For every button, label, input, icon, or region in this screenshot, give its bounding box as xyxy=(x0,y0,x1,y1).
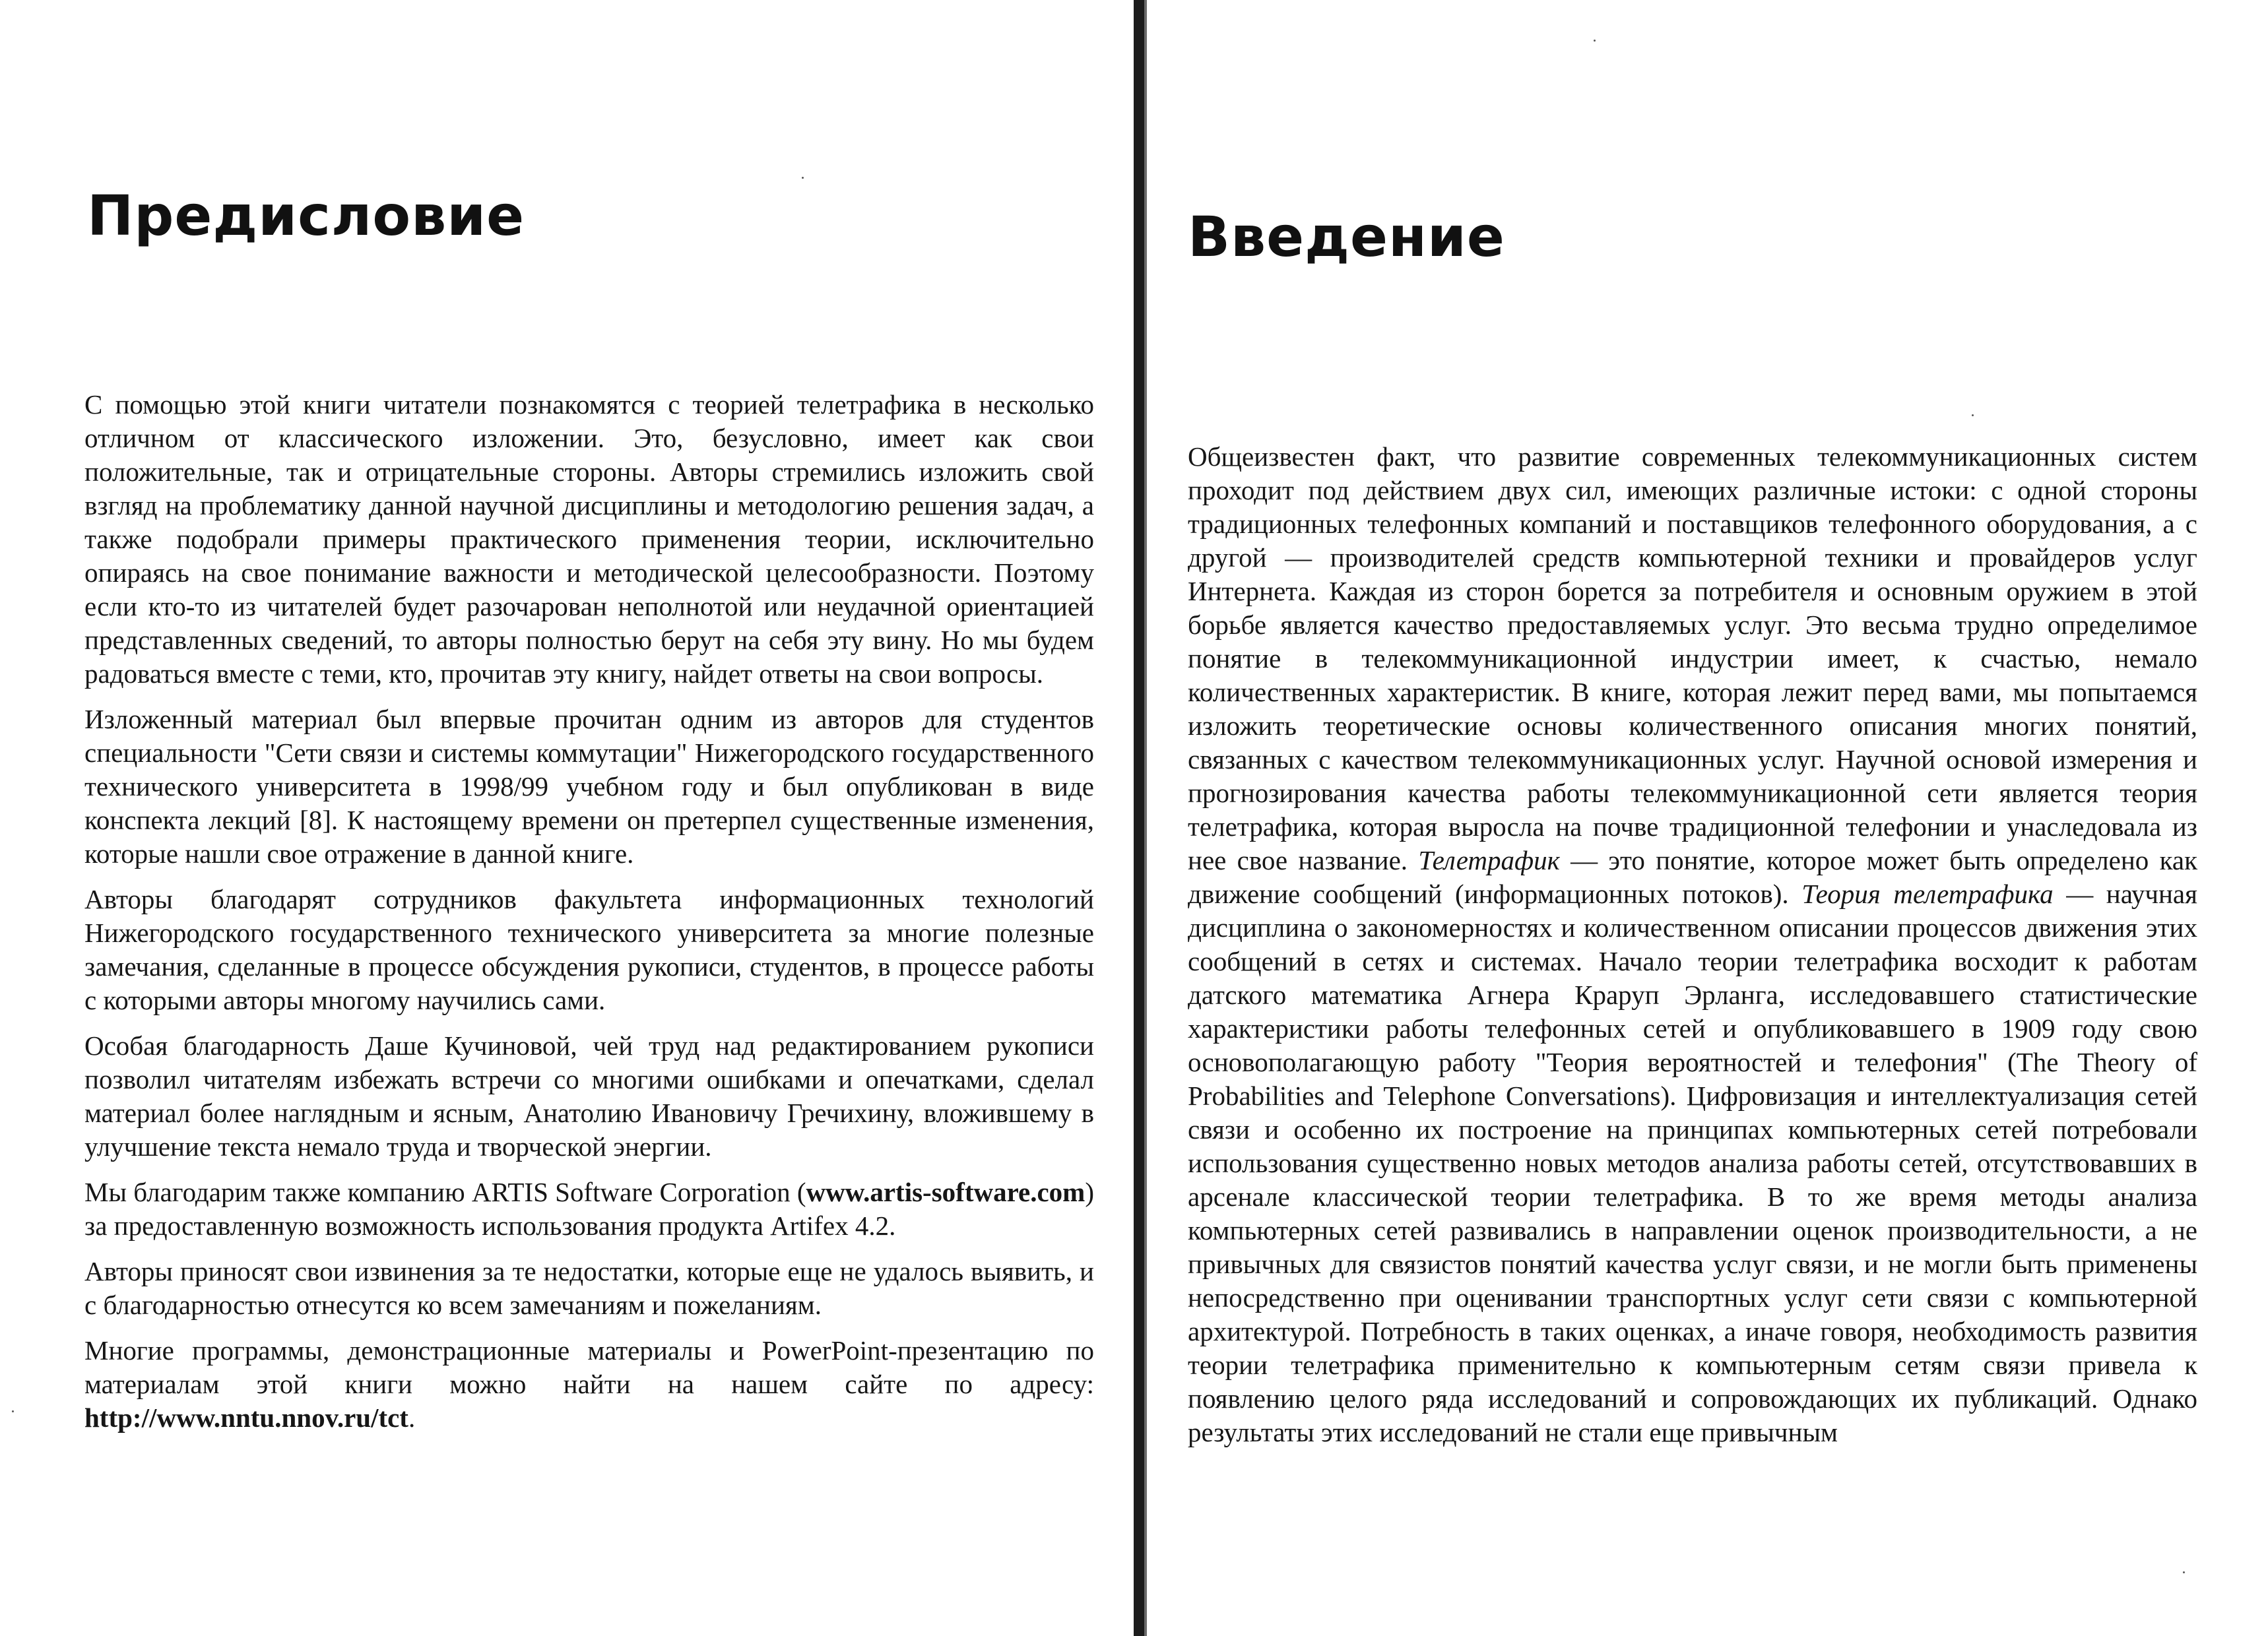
introduction-body xyxy=(1188,440,2197,1449)
preface-body xyxy=(84,388,1094,1447)
term-teletraffic: Телетрафик xyxy=(1418,845,1560,875)
scan-speck xyxy=(1594,40,1596,42)
intro-text-part-2: — это понятие, которое может быть определено как движение сообщений (информационных потоков). xyxy=(1188,845,2198,909)
preface-paragraph-5 xyxy=(84,1176,1094,1243)
book-spine xyxy=(1134,0,1144,1636)
preface-paragraph-7 xyxy=(84,1334,1094,1435)
term-teletraffic-theory: Теория телетрафика xyxy=(1801,879,2054,909)
preface-paragraph-3: Авторы благодарят сотрудников факультета информационных технологий Нижегородского государственного технического университета за многие полезные замечания, сделанные в процессе обсуждения рукописи, студентов, в процессе работы с которыми авторы многому научились сами. xyxy=(84,884,1094,1015)
introduction-paragraph xyxy=(1188,440,2197,1449)
scan-speck xyxy=(1972,414,1974,416)
intro-text-part-1: Общеизвестен факт, что развитие современных телекоммуникационных систем проходит под действием двух сил, имеющих различные истоки: с одной стороны традиционных телефонных компаний и поставщиков телефонного оборудования, а с другой — производителей средств компьютерной техники и провайдеров услуг Интернета. Каждая из сторон борется за потребителя и основным оружием в этой борьбе является качество предоставляемых услуг. Это весьма трудно определимое понятие в телекоммуникационной индустрии имеет, к счастью, немало количественных характеристик. В книге, которая лежит перед вами, мы попытаемся изложить теоретические основы количественного описания многих понятий, связанных с качеством телекоммуникационных услуг. Научной основой измерения и прогнозирования качества работы телекоммуникационной сети является теория телетрафика, которая выросла на почве традиционной телефонии и унаследовала из нее свое название. xyxy=(1188,441,2197,875)
introduction-title: Введение xyxy=(1188,204,1505,269)
scan-speck xyxy=(2183,1571,2185,1573)
paragraph-text: . xyxy=(408,1402,416,1433)
left-page xyxy=(0,0,1132,1636)
nntu-website-link[interactable]: http://www.nntu.nnov.ru/tct xyxy=(84,1402,408,1433)
scan-speck xyxy=(802,177,804,179)
preface-paragraph-6: Авторы приносят свои извинения за те недостатки, которые еще не удалось выявить, и с благодарностью отнесутся ко всем замечаниям и пожеланиям. xyxy=(84,1256,1094,1320)
preface-paragraph-4: Особая благодарность Даше Кучиновой, чей труд над редактированием рукописи позволил читателям избежать встречи со многими ошибками и опечатками, сделал материал более наглядным и ясным, Анатолию Ивановичу Гречихину, вложившему в улучшение текста немало труда и творческой энергии. xyxy=(84,1030,1094,1162)
preface-paragraph-2: Изложенный материал был впервые прочитан одним из авторов для студентов специальности "Сети связи и системы коммутации" Нижегородского государственного технического университета в 1998/99 учебном году и был опубликован в виде конспекта лекций [8]. К настоящему времени он претерпел существенные изменения, которые нашли свое отражение в данной книге. xyxy=(84,704,1094,869)
right-page xyxy=(1146,0,2268,1636)
intro-text-part-3: — научная дисциплина о закономерностях и количественном описании процессов движения этих сообщений в сетях и системах. Начало теории телетрафика восходит к работам датского математика Агнера Краруп Эрланга, исследовавшего статистические характеристики работы телефонных сетей и опубликовавшего в 1909 году свою основополагающую работу "Теория вероятностей и телефония" (The Theory of Probabilities and Telephone Conversations). Цифровизация и интеллектуализация сетей связи и особенно их построение на принципах компьютерных сетей потребовали использования существенно новых методов анализа работы сетей, отсутствовавших в арсенале классической теории телетрафика. В то же время методы анализа компьютерных сетей развивались в направлении оценок производительности, а не привычных для связистов понятий качества услуг связи, и не могли быть применены непосредственно при оценивании транспортных услуг сети связи с компьютерной архитектурой. Потребность в таких оценках, а иначе говоря, необходимость развития теории телетрафика применительно к компьютерным сетям связи привела к появлению целого ряда исследований и сопровождающих их публикаций. Однако результаты этих исследований не стали еще привычным xyxy=(1188,879,2197,1447)
paragraph-text: ) за предоставленную возможность использования продукта Artifex 4.2. xyxy=(84,1177,1094,1241)
artis-website-link[interactable]: www.artis-software.com xyxy=(806,1177,1085,1207)
preface-paragraph-1: С помощью этой книги читатели познакомятся с теорией телетрафика в несколько отличном от классического изложении. Это, безусловно, имеет как свои положительные, так и отрицательные стороны. Авторы стремились изложить свой взгляд на проблематику данной научной дисциплины и методологию решения задач, а также подобрали примеры практического применения теории, исключительно опираясь на свое понимание важности и методической целесообразности. Поэтому если кто-то из читателей будет разочарован неполнотой или неудачной ориентацией представленных сведений, то авторы полностью берут на себя эту вину. Но мы будем радоваться вместе с теми, кто, прочитав эту книгу, найдет ответы на свои вопросы. xyxy=(84,389,1094,689)
preface-title: Предисловие xyxy=(87,183,525,248)
paragraph-text: Многие программы, демонстрационные материалы и PowerPoint-презентацию по материалам этой книги можно найти на нашем сайте по адресу: xyxy=(84,1335,1094,1399)
paragraph-text: Мы благодарим также компанию ARTIS Software Corporation ( xyxy=(84,1177,806,1207)
scan-speck xyxy=(12,1410,14,1412)
